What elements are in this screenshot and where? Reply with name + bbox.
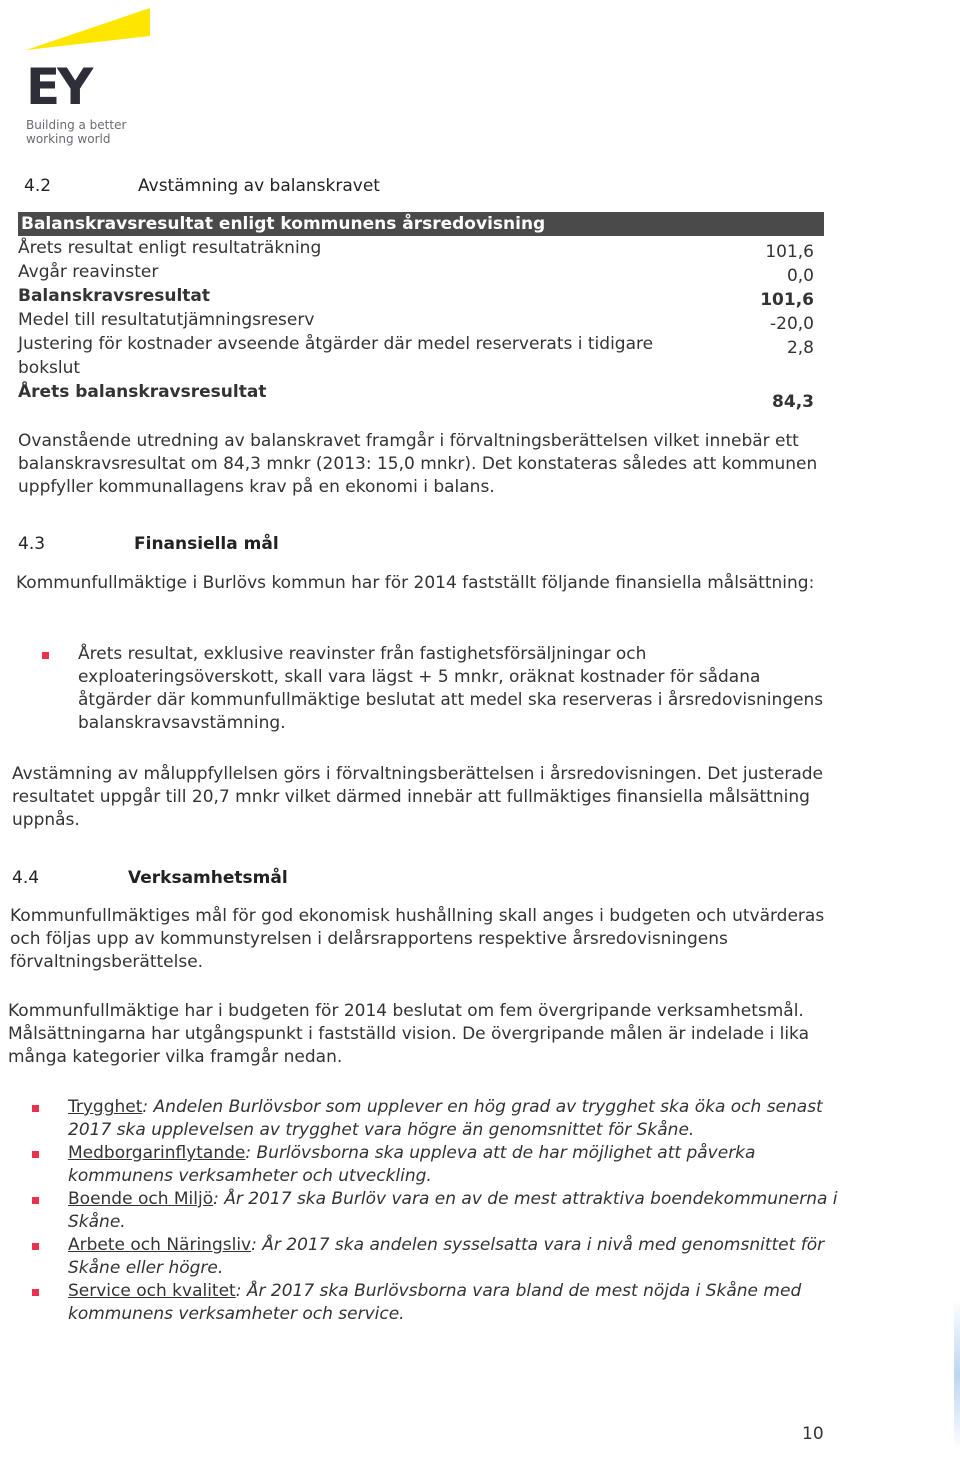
section-number: 4.2 <box>24 176 52 196</box>
section-heading-4-3 <box>18 534 718 558</box>
bullet-icon <box>32 1289 39 1296</box>
row-label: Årets balanskravsresultat <box>18 382 267 402</box>
goal-text: : År 2017 ska Burlöv vara en av de mest attraktiva boendekommunerna i Skåne. <box>68 1189 838 1232</box>
goal-text: : Burlövsborna ska uppleva att de har möjlighet att påverka kommunens verksamheter och utveckling. <box>68 1143 756 1186</box>
balance-table-header: Balanskravsresultat enligt kommunens årsredovisning <box>18 212 824 236</box>
section-title: Avstämning av balanskravet <box>138 176 380 196</box>
paragraph-balance <box>18 430 838 499</box>
paragraph-goals-2 <box>8 1000 838 1069</box>
table-row <box>18 332 824 380</box>
section-heading-4-4 <box>12 868 712 892</box>
row-value: 84,3 <box>772 392 814 412</box>
row-value: -20,0 <box>770 314 814 334</box>
row-label: Årets resultat enligt resultaträkning <box>18 238 322 258</box>
goal-text: : År 2017 ska andelen sysselsatta vara i nivå med genomsnittet för Skåne eller högre. <box>68 1235 825 1278</box>
goal-list <box>8 1096 838 1326</box>
bullet-icon <box>42 652 49 659</box>
section-title: Finansiella mål <box>134 534 279 554</box>
table-row <box>18 308 824 332</box>
table-row <box>18 236 824 260</box>
row-value: 0,0 <box>786 266 814 286</box>
row-value: 2,8 <box>786 338 814 358</box>
paragraph-goals-1 <box>10 905 838 974</box>
row-label: Justering för kostnader avseende åtgärder där medel reserverats i tidigare bokslut <box>18 334 654 378</box>
balance-table <box>18 212 824 420</box>
row-label: Medel till resultatutjämningsreserv <box>18 310 315 330</box>
page-number: 10 <box>802 1424 824 1444</box>
goal-name: Trygghet <box>68 1097 143 1117</box>
section-number: 4.4 <box>12 868 40 888</box>
logo-tagline-line1: Building a better <box>26 118 127 132</box>
goal-name: Boende och Miljö <box>68 1189 214 1209</box>
goal-text: : Andelen Burlövsbor som upplever en hög grad av trygghet ska öka och senast 2017 ska upplevelsen av trygghet vara högre än genomsnittet för Skåne. <box>68 1097 823 1140</box>
paragraph-fin-result <box>12 763 838 832</box>
paragraph-text: Kommunfullmäktige har i budgeten för 2014 beslutat om fem övergripande verksamhetsmål. Målsättningarna har utgångspunkt i fastställd vision. De övergripande målen är indelade i lika många kategorier vilka framgår nedan. <box>8 1001 810 1067</box>
goal-name: Service och kvalitet <box>68 1281 236 1301</box>
paragraph-text: Kommunfullmäktiges mål för god ekonomisk hushållning skall anges i budgeten och utvärderas och följas upp av kommunstyrelsen i delårsrapportens respektive årsredovisningens förvaltningsberättelse. <box>10 906 825 972</box>
row-value: 101,6 <box>760 290 814 310</box>
table-row <box>18 380 824 420</box>
list-item <box>18 643 838 735</box>
paragraph-text: Avstämning av måluppfyllelsen görs i förvaltningsberättelsen i årsredovisningen. Det justerade resultatet uppgår till 20,7 mnkr vilket därmed innebär att fullmäktiges finansiella målsättning uppnås. <box>12 764 824 830</box>
row-label: Avgår reavinster <box>18 262 159 282</box>
table-row <box>18 260 824 284</box>
paragraph-text: Ovanstående utredning av balanskravet framgår i förvaltningsberättelsen vilket innebär ett balanskravsresultat om 84,3 mnkr (2013: 15,0 mnkr). Det konstateras således att kommunen uppfyller kommunallagens krav på en ekonomi i balans. <box>18 431 818 497</box>
bullet-icon <box>32 1151 39 1158</box>
paragraph-text: Kommunfullmäktige i Burlövs kommun har för 2014 fastställt följande finansiella målsättning: <box>16 573 815 593</box>
section-title: Verksamhetsmål <box>128 868 288 888</box>
list-item <box>8 1142 838 1188</box>
logo-mark: EY <box>26 58 91 116</box>
goal-text: : År 2017 ska Burlövsborna vara bland de mest nöjda i Skåne med kommunens verksamheter och service. <box>68 1281 802 1324</box>
bullet-icon <box>32 1105 39 1112</box>
section-number: 4.3 <box>18 534 46 554</box>
paragraph-fin-intro <box>16 572 836 595</box>
scan-edge <box>954 1300 960 1450</box>
ey-logo <box>24 6 164 156</box>
row-label: Balanskravsresultat <box>18 286 210 306</box>
logo-tagline <box>26 118 126 146</box>
logo-beam-icon <box>24 6 154 56</box>
table-row <box>18 284 824 308</box>
goal-name: Arbete och Näringsliv <box>68 1235 252 1255</box>
list-item-text: Årets resultat, exklusive reavinster från fastighetsförsäljningar och exploateringsöverskott, skall vara lägst + 5 mnkr, oräknat kostnader för sådana åtgärder där kommunfullmäktige beslutat att medel ska reserveras i årsredovisningens balanskravsavstämning. <box>78 644 824 733</box>
row-value: 101,6 <box>765 242 814 262</box>
financial-goal-list <box>18 643 838 735</box>
goal-name: Medborgarinflytande <box>68 1143 246 1163</box>
logo-tagline-line2: working world <box>26 132 111 146</box>
list-item <box>8 1096 838 1142</box>
section-heading-4-2 <box>24 176 724 200</box>
bullet-icon <box>32 1243 39 1250</box>
list-item <box>8 1280 838 1326</box>
list-item <box>8 1188 838 1234</box>
bullet-icon <box>32 1197 39 1204</box>
list-item <box>8 1234 838 1280</box>
